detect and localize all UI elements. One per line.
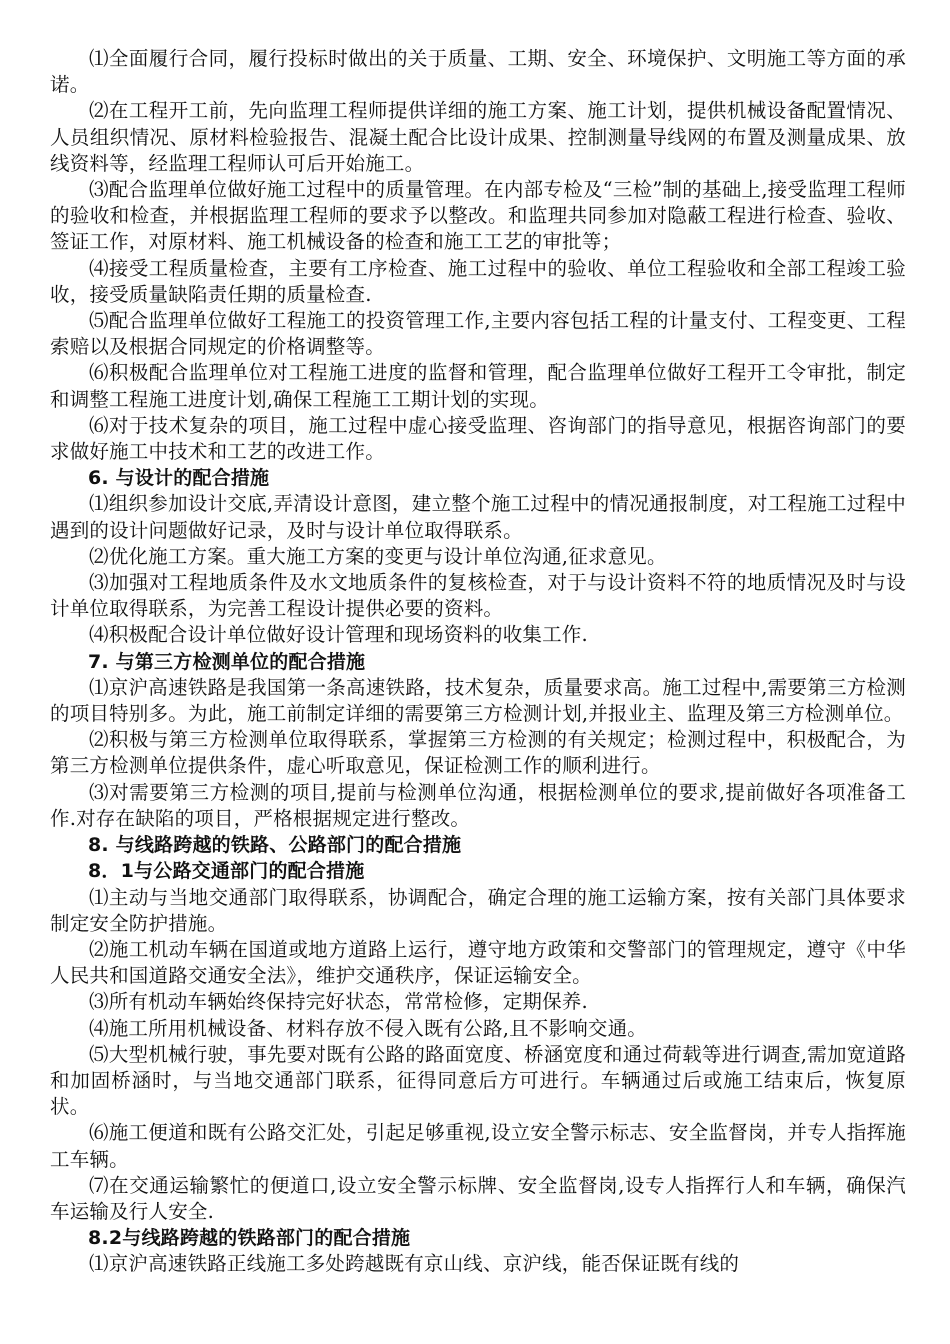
subsection-heading: 8．1与公路交通部门的配合措施	[88, 860, 365, 883]
paragraph: ⑵施工机动车辆在国道或地方道路上运行，遵守地方政策和交警部门的管理规定，遵守《中华人民共和国道路交通安全法》，维护交通秩序，保证运输安全。	[50, 937, 906, 988]
paragraph: ⑶加强对工程地质条件及水文地质条件的复核检查，对于与设计资料不符的地质情况及时与设计单位取得联系，为完善工程设计提供必要的资料。	[50, 571, 906, 621]
paragraph: ⑶所有机动车辆始终保持完好状态，常常检修，定期保养.	[89, 990, 588, 1014]
paragraph: ⑸配合监理单位做好工程施工的投资管理工作,主要内容包括工程的计量支付、工程变更、工程索赔以及根据合同规定的价格调整等。	[50, 309, 906, 359]
section-heading: 8. 与线路跨越的铁路、公路部门的配合措施	[88, 834, 462, 857]
paragraph: ⑶配合监理单位做好施工过程中的质量管理。在内部专检及“三检”制的基础上,接受监理工程师的验收和检查，并根据监理工程师的要求予以整改。和监理共同参加对隐蔽工程进行检查、验收、签证工作，对原材料、施工机械设备的检查和施工工艺的审批等；	[50, 178, 906, 254]
paragraph: ⑷积极配合设计单位做好设计管理和现场资料的收集工作.	[89, 623, 588, 647]
section-heading: 7. 与第三方检测单位的配合措施	[88, 650, 366, 673]
paragraph: ⑴京沪高速铁路正线施工多处跨越既有京山线、京沪线，能否保证既有线的	[89, 1252, 740, 1276]
subsection-heading: 8.2与线路跨越的铁路部门的配合措施	[88, 1227, 411, 1250]
paragraph: ⑵优化施工方案。重大施工方案的变更与设计单位沟通,征求意见。	[89, 544, 667, 568]
paragraph: ⑹积极配合监理单位对工程施工进度的监督和管理，配合监理单位做好工程开工令审批，制定和调整工程施工进度计划,确保工程施工工期计划的实现。	[50, 361, 906, 411]
section-heading: 6. 与设计的配合措施	[88, 467, 270, 490]
paragraph: ⑹对于技术复杂的项目，施工过程中虚心接受监理、咨询部门的指导意见，根据咨询部门的要求做好施工中技术和工艺的改进工作。	[50, 413, 906, 464]
paragraph: ⑺在交通运输繁忙的便道口,设立安全警示标牌、安全监督岗,设专人指挥行人和车辆，确保汽车运输及行人安全.	[50, 1173, 906, 1223]
paragraph: ⑴全面履行合同，履行投标时做出的关于质量、工期、安全、环境保护、文明施工等方面的承诺。	[50, 47, 906, 97]
paragraph: ⑵在工程开工前，先向监理工程师提供详细的施工方案、施工计划，提供机械设备配置情况、人员组织情况、原材料检验报告、混凝土配合比设计成果、控制测量导线网的布置及测量成果、放线资料等，经监理工程师认可后开始施工。	[50, 99, 906, 175]
paragraph: ⑴组织参加设计交底,弄清设计意图，建立整个施工过程中的情况通报制度，对工程施工过程中遇到的设计问题做好记录，及时与设计单位取得联系。	[50, 492, 906, 542]
paragraph: ⑴京沪高速铁路是我国第一条高速铁路，技术复杂，质量要求高。施工过程中,需要第三方检测的项目特别多。为此，施工前制定详细的需要第三方检测计划,并报业主、监理及第三方检测单位。	[50, 675, 906, 726]
paragraph: ⑴主动与当地交通部门取得联系，协调配合，确定合理的施工运输方案，按有关部门具体要求制定安全防护措施。	[50, 885, 906, 935]
document-page	[50, 46, 906, 1278]
paragraph: ⑶对需要第三方检测的项目,提前与检测单位沟通，根据检测单位的要求,提前做好各项准备工作.对存在缺陷的项目，严格根据规定进行整改。	[50, 780, 906, 830]
paragraph: ⑷接受工程质量检查，主要有工序检查、施工过程中的验收、单位工程验收和全部工程竣工验收，接受质量缺陷责任期的质量检查.	[50, 256, 906, 306]
paragraph: ⑷施工所用机械设备、材料存放不侵入既有公路,且不影响交通。	[89, 1016, 647, 1040]
paragraph: ⑹施工便道和既有公路交汇处，引起足够重视,设立安全警示标志、安全监督岗，并专人指挥施工车辆。	[50, 1121, 906, 1171]
paragraph: ⑸大型机械行驶，事先要对既有公路的路面宽度、桥涵宽度和通过荷载等进行调查,需加宽道路和加固桥涵时，与当地交通部门联系，征得同意后方可进行。车辆通过后或施工结束后，恢复原状。	[50, 1042, 906, 1119]
paragraph: ⑵积极与第三方检测单位取得联系，掌握第三方检测的有关规定；检测过程中，积极配合，为第三方检测单位提供条件，虚心听取意见，保证检测工作的顺利进行。	[50, 728, 906, 778]
